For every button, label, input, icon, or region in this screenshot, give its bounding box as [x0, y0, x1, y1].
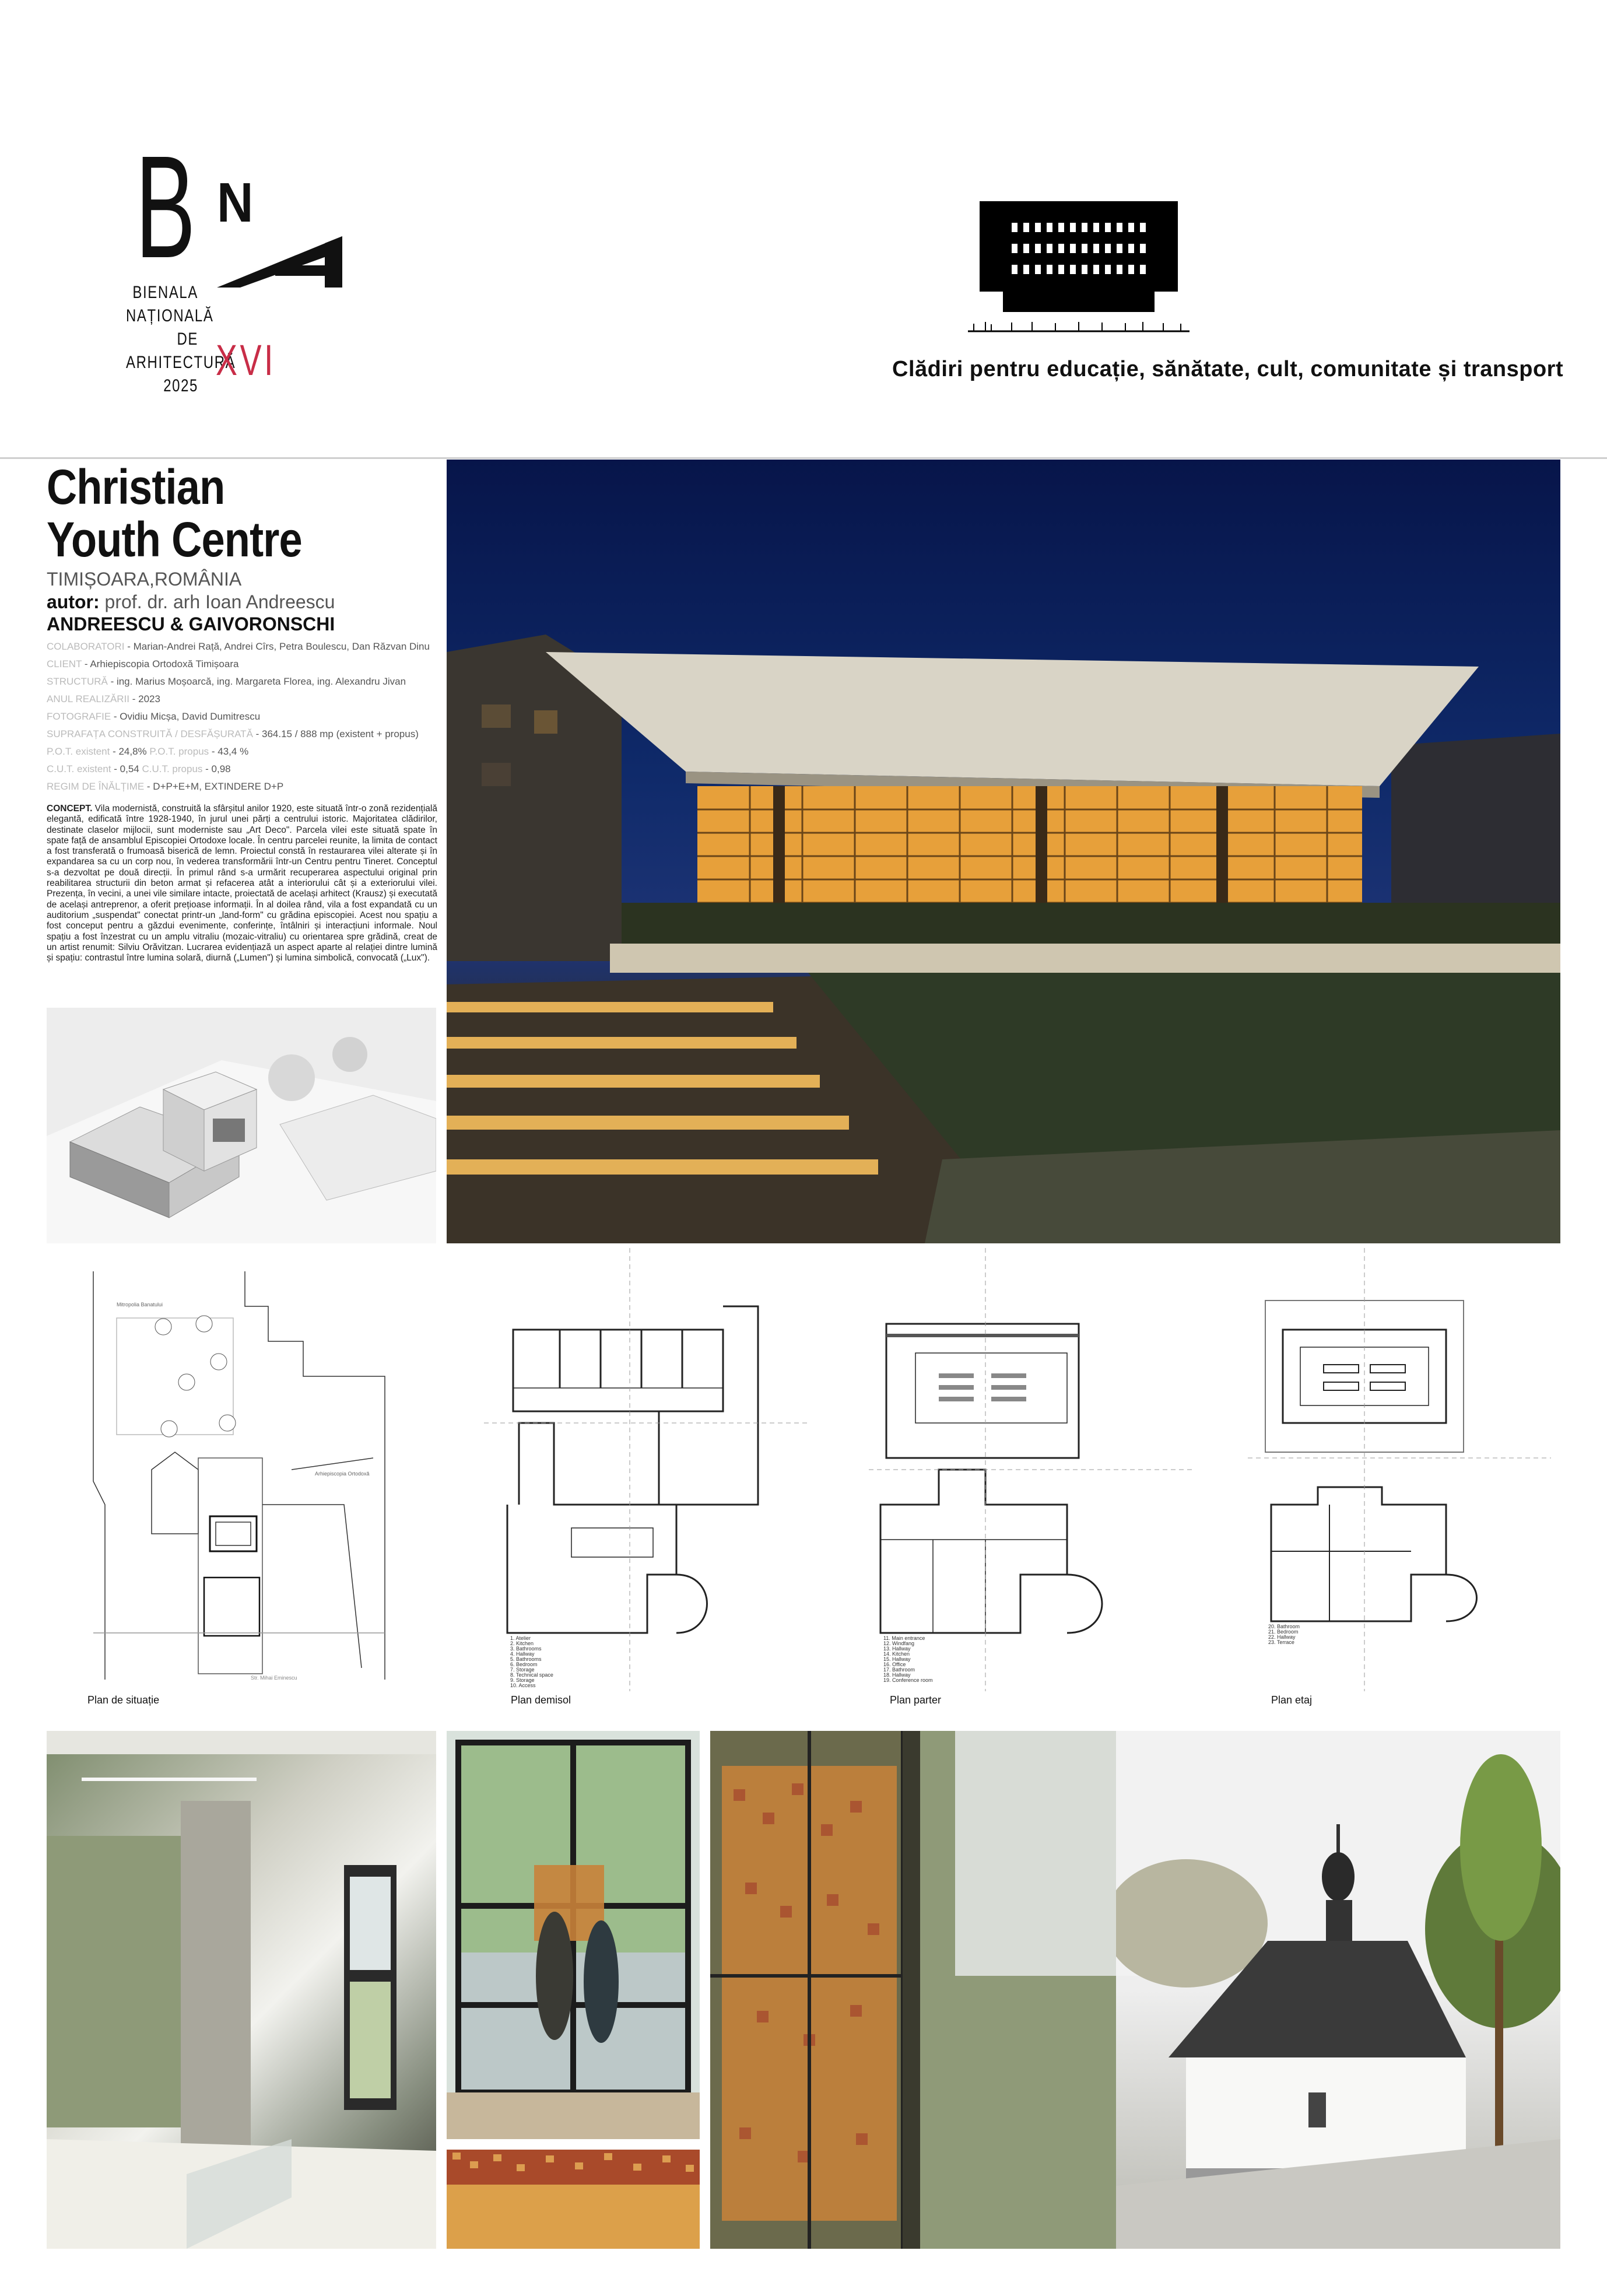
- caption-ground-plan: Plan parter: [890, 1694, 942, 1706]
- meta-label: CLIENT: [47, 658, 82, 669]
- concept-label: CONCEPT.: [47, 804, 93, 814]
- site-label-north: Mitropolia Banatului: [117, 1302, 163, 1308]
- project-title: [47, 461, 302, 566]
- basement-plan-drawing: [484, 1248, 810, 1691]
- legend-parter-6: 16. Office: [883, 1661, 906, 1667]
- project-firm: ANDREESCU & GAIVORONSCHI: [47, 614, 335, 635]
- meta-value: - D+P+E+M, EXTINDERE D+P: [144, 781, 284, 792]
- meta-value-2: - 0,98: [202, 763, 231, 774]
- caption-site-plan: Plan de situație: [87, 1694, 160, 1706]
- meta-row: [47, 656, 437, 673]
- logo-line-1: BIENALA: [132, 283, 198, 302]
- hero-illustration: [447, 460, 1560, 1243]
- legend-demisol-6: 6. Bedroom: [510, 1661, 538, 1667]
- legend-demisol-8: 8. Technical space: [510, 1672, 553, 1678]
- logo-letter-b: B: [135, 125, 196, 288]
- meta-row: [47, 690, 437, 708]
- legend-demisol-9: 9. Storage: [510, 1677, 535, 1683]
- legend-parter-2: 12. Windfang: [883, 1640, 915, 1646]
- legend-etaj-1: 20. Bathroom: [1268, 1624, 1300, 1629]
- meta-value: - Marian-Andrei Rață, Andrei Cîrs, Petra Boulescu, Dan Răzvan Dinu: [124, 641, 430, 652]
- interior-stair-photo: [47, 1731, 436, 2249]
- stained-glass-light-illustration: [447, 2150, 700, 2249]
- meta-label: STRUCTURĂ: [47, 676, 108, 687]
- legend-etaj-2: 21. Bedroom: [1268, 1629, 1299, 1635]
- project-title-line-1: Christian: [47, 460, 225, 514]
- meta-value: - ing. Marius Moșoarcă, ing. Margareta Florea, ing. Alexandru Jivan: [107, 676, 406, 687]
- meta-label-2: C.U.T. propus: [142, 763, 203, 774]
- meta-row: [47, 760, 437, 778]
- legend-demisol-2: 2. Kitchen: [510, 1640, 534, 1646]
- legend-parter-4: 14. Kitchen: [883, 1651, 910, 1657]
- category-title: Clădiri pentru educație, sănătate, cult, comunitate și transport: [892, 357, 1564, 381]
- meta-label: COLABORATORI: [47, 641, 125, 652]
- concept-text: [47, 804, 437, 963]
- legend-demisol-10: 10. Access: [510, 1682, 536, 1688]
- meta-label: P.O.T. existent: [47, 746, 110, 757]
- stained-glass-facade-illustration: [710, 1731, 1116, 2249]
- logo-letter-a: [217, 236, 342, 288]
- logo-na-mark: [217, 178, 345, 289]
- project-location: TIMIȘOARA,ROMÂNIA: [47, 569, 242, 590]
- header-divider: [0, 457, 1607, 459]
- legend-parter-8: 18. Hallway: [883, 1672, 911, 1678]
- window-installation-illustration: [447, 1731, 700, 2139]
- wooden-church-photo: [1116, 1731, 1560, 2249]
- project-meta: [47, 638, 437, 795]
- logo-letter-a-bar: [275, 265, 325, 276]
- logo-text-lines: [126, 281, 236, 398]
- stained-glass-facade-photo: [710, 1731, 1116, 2249]
- meta-row: [47, 638, 437, 656]
- window-installation-photo: [447, 1731, 700, 2139]
- site-label-street: Str. Mihai Eminescu: [251, 1675, 297, 1680]
- axonometric-drawing: [47, 1008, 436, 1243]
- logo-line-2: NAȚIONALĂ: [126, 306, 214, 325]
- author-name: prof. dr. arh Ioan Andreescu: [99, 591, 335, 612]
- category-building-icon: [968, 198, 1190, 332]
- author-label: autor:: [47, 591, 100, 612]
- meta-row: [47, 725, 437, 743]
- caption-upper-plan: Plan etaj: [1271, 1694, 1313, 1706]
- meta-row: [47, 778, 437, 795]
- site-plan-drawing: [82, 1260, 408, 1680]
- legend-demisol-1: 1. Atelier: [510, 1635, 531, 1641]
- legend-parter-5: 15. Hallway: [883, 1656, 911, 1662]
- meta-value: - 24,8%: [110, 746, 150, 757]
- meta-label: FOTOGRAFIE: [47, 711, 111, 722]
- logo-letter-n: N: [217, 178, 254, 234]
- legend-etaj-4: 23. Terrace: [1268, 1639, 1294, 1645]
- legend-demisol-4: 4. Hallway: [510, 1651, 535, 1657]
- logo-line-4: ARHITECTURĂ: [126, 353, 236, 372]
- ground-floor-plan-drawing: [869, 1248, 1195, 1691]
- meta-label: SUPRAFAȚA CONSTRUITĂ / DESFĂȘURATĂ: [47, 728, 253, 739]
- meta-label: REGIM DE ÎNĂLȚIME: [47, 781, 145, 792]
- meta-label-2: P.O.T. propus: [149, 746, 209, 757]
- logo-line-3: DE: [177, 329, 198, 349]
- meta-row: [47, 708, 437, 725]
- hero-night-photo: [447, 460, 1560, 1243]
- interior-stair-illustration: [47, 1731, 436, 2249]
- meta-row: [47, 743, 437, 760]
- meta-value: - Ovidiu Micșa, David Dumitrescu: [111, 711, 261, 722]
- legend-demisol-5: 5. Bathrooms: [510, 1656, 542, 1662]
- meta-value: - 2023: [129, 693, 160, 704]
- concept-body: Vila modernistă, construită la sfârșitul anilor 1920, este situată într-o zonă rezidențială elegantă, edificată între 1928-1940, în jurul unei părți a centrului istoric. Majoritatea clădirilor, destinate claselor mijlocii, sunt moderniste sau „Art Deco". Parcela vilei este situată spate în spate față de ansamblul Episcopiei Ortodoxe locale. În centru parcelei reunite, la limita de contact a fost transferată o frumoasă biserică de lemn. Proiectul constă în restaurarea vilei alterate și în expandarea sa cu un corp nou, în vederea transformării într-un Centru pentru Tineret. Conceptul s-a dezvoltat pe două direcții. În primul rând s-a urmărit recuperarea aspectului original prin reabilitarea structurii din beton armat și refacerea atât a interiorului cât și a exteriorului vilei. Prezența, în vecini, a unei vile similare intacte, proiectată de același arhitect (Krausz) și executată de același antreprenor, a oferit prețioase informații. În al doilea rând, vila a fost expandată cu un auditorium „suspendat" conectat printr-un „land-form" cu grădina episcopiei. Acest nou spațiu a fost conceput pentru a găzdui evenimente, conferințe, întâlniri și interacțiuni informale. Noul spațiu a fost înzestrat cu un amplu vitraliu (mozaic-vitraliu) cu orientarea spre grădină, creat de un artist renumit: Silviu Orăvitzan. Lucrarea evidențiază un aspect aparte al relației dintre lumină și spațiu: contrastul între lumina solară, diurnă („Lumen") și lumina simbolică, convocată („Lux").: [47, 804, 437, 963]
- meta-label: C.U.T. existent: [47, 763, 111, 774]
- legend-parter-1: 11. Main entrance: [883, 1635, 925, 1641]
- meta-row: [47, 673, 437, 690]
- logo-edition: XVI: [216, 336, 276, 384]
- legend-demisol-7: 7. Storage: [510, 1667, 535, 1673]
- meta-value: - Arhiepiscopia Ortodoxă Timișoara: [82, 658, 239, 669]
- meta-value: - 0,54: [111, 763, 142, 774]
- caption-basement-plan: Plan demisol: [511, 1694, 571, 1706]
- meta-value: - 364.15 / 888 mp (existent + propus): [252, 728, 419, 739]
- legend-parter-9: 19. Conference room: [883, 1677, 933, 1683]
- meta-label: ANUL REALIZĂRII: [47, 693, 130, 704]
- site-label-east: Arhiepiscopia Ortodoxă: [315, 1471, 370, 1477]
- wooden-church-illustration: [1116, 1731, 1560, 2249]
- axonometric-model-image: [47, 1008, 436, 1243]
- legend-parter-7: 17. Bathroom: [883, 1667, 915, 1673]
- logo-line-5: 2025: [163, 376, 198, 395]
- meta-value-2: - 43,4 %: [209, 746, 249, 757]
- legend-parter-3: 13. Hallway: [883, 1646, 911, 1652]
- project-title-line-2: Youth Centre: [47, 512, 302, 567]
- legend-demisol-3: 3. Bathrooms: [510, 1646, 542, 1652]
- legend-etaj-3: 22. Hallway: [1268, 1634, 1296, 1640]
- upper-floor-plan-drawing: [1248, 1248, 1551, 1691]
- stained-glass-light-photo: [447, 2150, 700, 2249]
- project-author: [47, 591, 335, 613]
